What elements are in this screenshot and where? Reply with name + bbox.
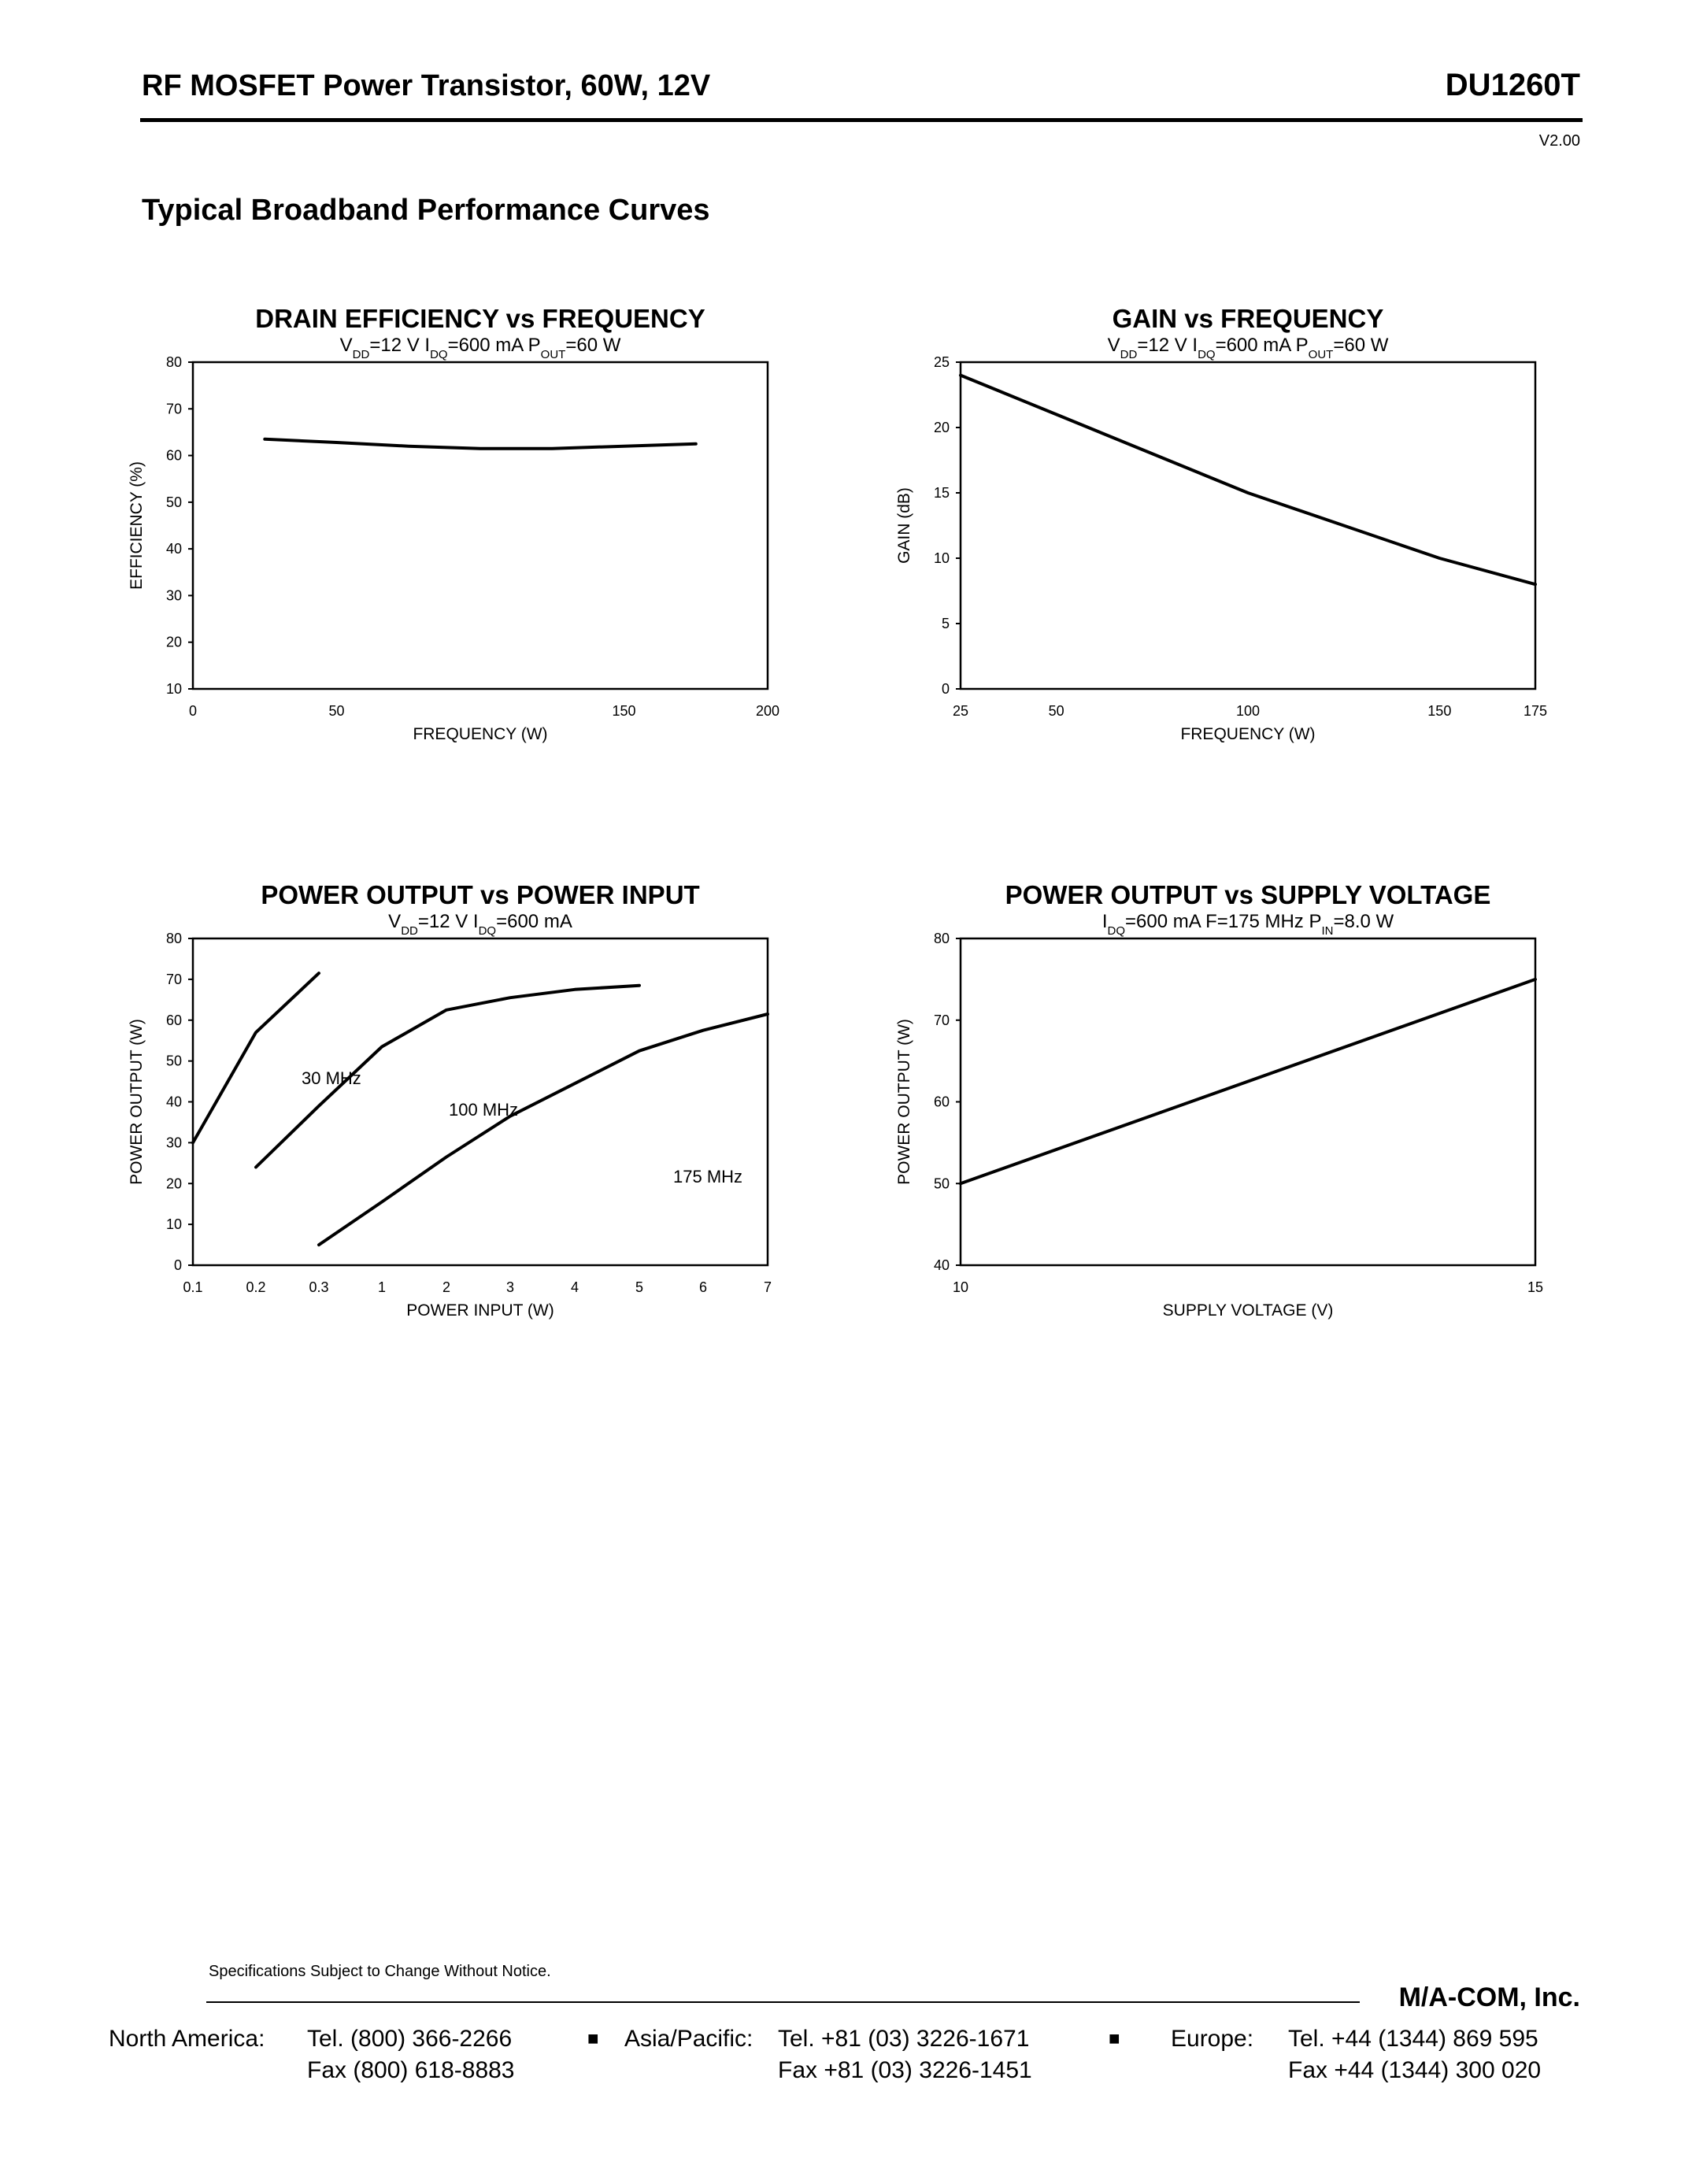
chart-title: GAIN vs FREQUENCY [1112, 304, 1384, 333]
y-tick-label: 60 [165, 447, 182, 464]
series-line [961, 376, 1535, 585]
x-axis-label: FREQUENCY (W) [1180, 725, 1316, 743]
north-america-contact [307, 2023, 515, 2086]
y-tick-label: 80 [165, 354, 182, 370]
y-tick-label: 70 [933, 1012, 950, 1028]
europe-tel: Tel. +44 (1344) 869 595 [1288, 2026, 1538, 2052]
x-tick-label: 3 [505, 1279, 515, 1295]
x-tick-label: 25 [952, 703, 969, 719]
series-line [319, 1014, 768, 1245]
x-tick-label: 50 [328, 703, 345, 719]
y-tick-label: 70 [165, 401, 182, 417]
y-tick-label: 50 [165, 1053, 182, 1069]
north-america-label: North America: [109, 2026, 265, 2052]
asia-pacific-label: Asia/Pacific: [624, 2026, 753, 2052]
y-tick-label: 30 [165, 587, 182, 604]
x-tick-label: 150 [612, 703, 636, 719]
series-label: 175 MHz [673, 1167, 743, 1186]
y-tick-label: 15 [933, 485, 950, 501]
y-axis-label: POWER OUTPUT (W) [128, 1019, 146, 1185]
plot-frame [961, 938, 1535, 1265]
chart-title: POWER OUTPUT vs SUPPLY VOLTAGE [1005, 880, 1491, 909]
north-america-fax: Fax (800) 618-8883 [307, 2057, 515, 2083]
y-axis-label: POWER OUTPUT (W) [895, 1019, 913, 1185]
y-tick-label: 5 [941, 616, 950, 631]
part-number: DU1260T [1445, 68, 1580, 102]
y-tick-label: 70 [165, 971, 182, 987]
y-tick-label: 10 [165, 681, 182, 697]
x-axis-label: POWER INPUT (W) [406, 1301, 554, 1320]
x-tick-label: 10 [952, 1279, 969, 1295]
footer-divider [206, 2001, 1360, 2003]
x-tick-label: 50 [1048, 703, 1064, 719]
bullet-separator: ■ [1109, 2028, 1120, 2049]
x-tick-label: 5 [635, 1279, 644, 1295]
europe-fax: Fax +44 (1344) 300 020 [1288, 2057, 1542, 2083]
europe-label: Europe: [1171, 2026, 1254, 2052]
x-tick-label: 4 [570, 1279, 579, 1295]
y-tick-label: 40 [933, 1257, 950, 1273]
y-tick-label: 30 [165, 1135, 182, 1151]
chart-drain-efficiency [110, 291, 803, 764]
x-tick-label: 0.3 [309, 1279, 329, 1295]
y-tick-label: 40 [165, 1094, 182, 1110]
y-tick-label: 0 [173, 1257, 182, 1273]
series-label: 30 MHz [302, 1068, 361, 1088]
version-label: V2.00 [1538, 132, 1580, 150]
x-tick-label: 1 [377, 1279, 387, 1295]
x-tick-label: 15 [1527, 1279, 1544, 1295]
chart-title: DRAIN EFFICIENCY vs FREQUENCY [255, 304, 705, 333]
series-line [193, 973, 319, 1142]
chart-power-output-vs-voltage [874, 866, 1567, 1338]
x-axis-label: FREQUENCY (W) [413, 725, 548, 743]
y-tick-label: 50 [933, 1175, 950, 1192]
y-tick-label: 40 [165, 541, 182, 557]
y-tick-label: 20 [165, 1175, 182, 1192]
x-tick-label: 175 [1523, 703, 1548, 719]
y-tick-label: 10 [165, 1216, 182, 1233]
y-tick-label: 60 [165, 1012, 182, 1028]
x-tick-label: 0.2 [246, 1279, 266, 1295]
x-tick-label: 6 [698, 1279, 708, 1295]
chart-power-output-vs-input [110, 866, 803, 1338]
y-tick-label: 80 [165, 931, 182, 946]
x-tick-label: 0 [188, 703, 198, 719]
x-tick-label: 100 [1235, 703, 1261, 719]
x-axis-label: SUPPLY VOLTAGE (V) [1162, 1301, 1334, 1320]
y-tick-label: 20 [933, 420, 950, 435]
chart-subtitle: $V_{DD}=12$ V $I_{DQ}=600$ mA $P_{OUT}=60$ W [339, 335, 621, 361]
y-tick-label: 80 [933, 931, 950, 946]
y-tick-label: 25 [933, 354, 950, 370]
series-line [961, 979, 1535, 1183]
x-tick-label: 200 [755, 703, 780, 719]
bullet-separator: ■ [587, 2028, 599, 2049]
x-tick-label: 150 [1427, 703, 1452, 719]
asia-pacific-tel: Tel. +81 (03) 3226-1671 [778, 2026, 1030, 2052]
y-tick-label: 10 [933, 550, 950, 566]
y-tick-label: 0 [941, 681, 950, 697]
document-title: RF MOSFET Power Transistor, 60W, 12V [142, 69, 711, 102]
asia-pacific-contact [778, 2023, 1032, 2086]
y-tick-label: 20 [165, 634, 182, 650]
chart-subtitle: $V_{DD}=12$ V $I_{DQ}=600$ mA [388, 911, 572, 938]
section-title: Typical Broadband Performance Curves [142, 194, 710, 227]
footer-note: Specifications Subject to Change Without Notice. [209, 1963, 551, 1980]
x-tick-label: 0.1 [183, 1279, 203, 1295]
chart-subtitle: $I_{DQ}=600$ mA F=175 MHz $P_{IN}=8.0$ W [1101, 911, 1394, 938]
plot-frame [193, 362, 768, 689]
series-line [265, 439, 696, 449]
y-tick-label: 50 [165, 494, 182, 510]
north-america-tel: Tel. (800) 366-2266 [307, 2026, 513, 2052]
y-tick-label: 60 [933, 1094, 950, 1110]
asia-pacific-fax: Fax +81 (03) 3226-1451 [778, 2057, 1032, 2083]
chart-subtitle: $V_{DD}=12$ V $I_{DQ}=600$ mA $P_{OUT}=60$ W [1107, 335, 1389, 361]
y-axis-label: EFFICIENCY (%) [128, 461, 146, 590]
chart-title: POWER OUTPUT vs POWER INPUT [261, 880, 700, 909]
x-tick-label: 7 [763, 1279, 772, 1295]
chart-gain [874, 291, 1567, 764]
company-name: M/A-COM, Inc. [1398, 1982, 1580, 2012]
header-divider [140, 118, 1583, 122]
series-label: 100 MHz [449, 1100, 519, 1120]
x-tick-label: 2 [442, 1279, 451, 1295]
y-axis-label: GAIN (dB) [895, 487, 913, 564]
europe-contact [1288, 2023, 1541, 2086]
